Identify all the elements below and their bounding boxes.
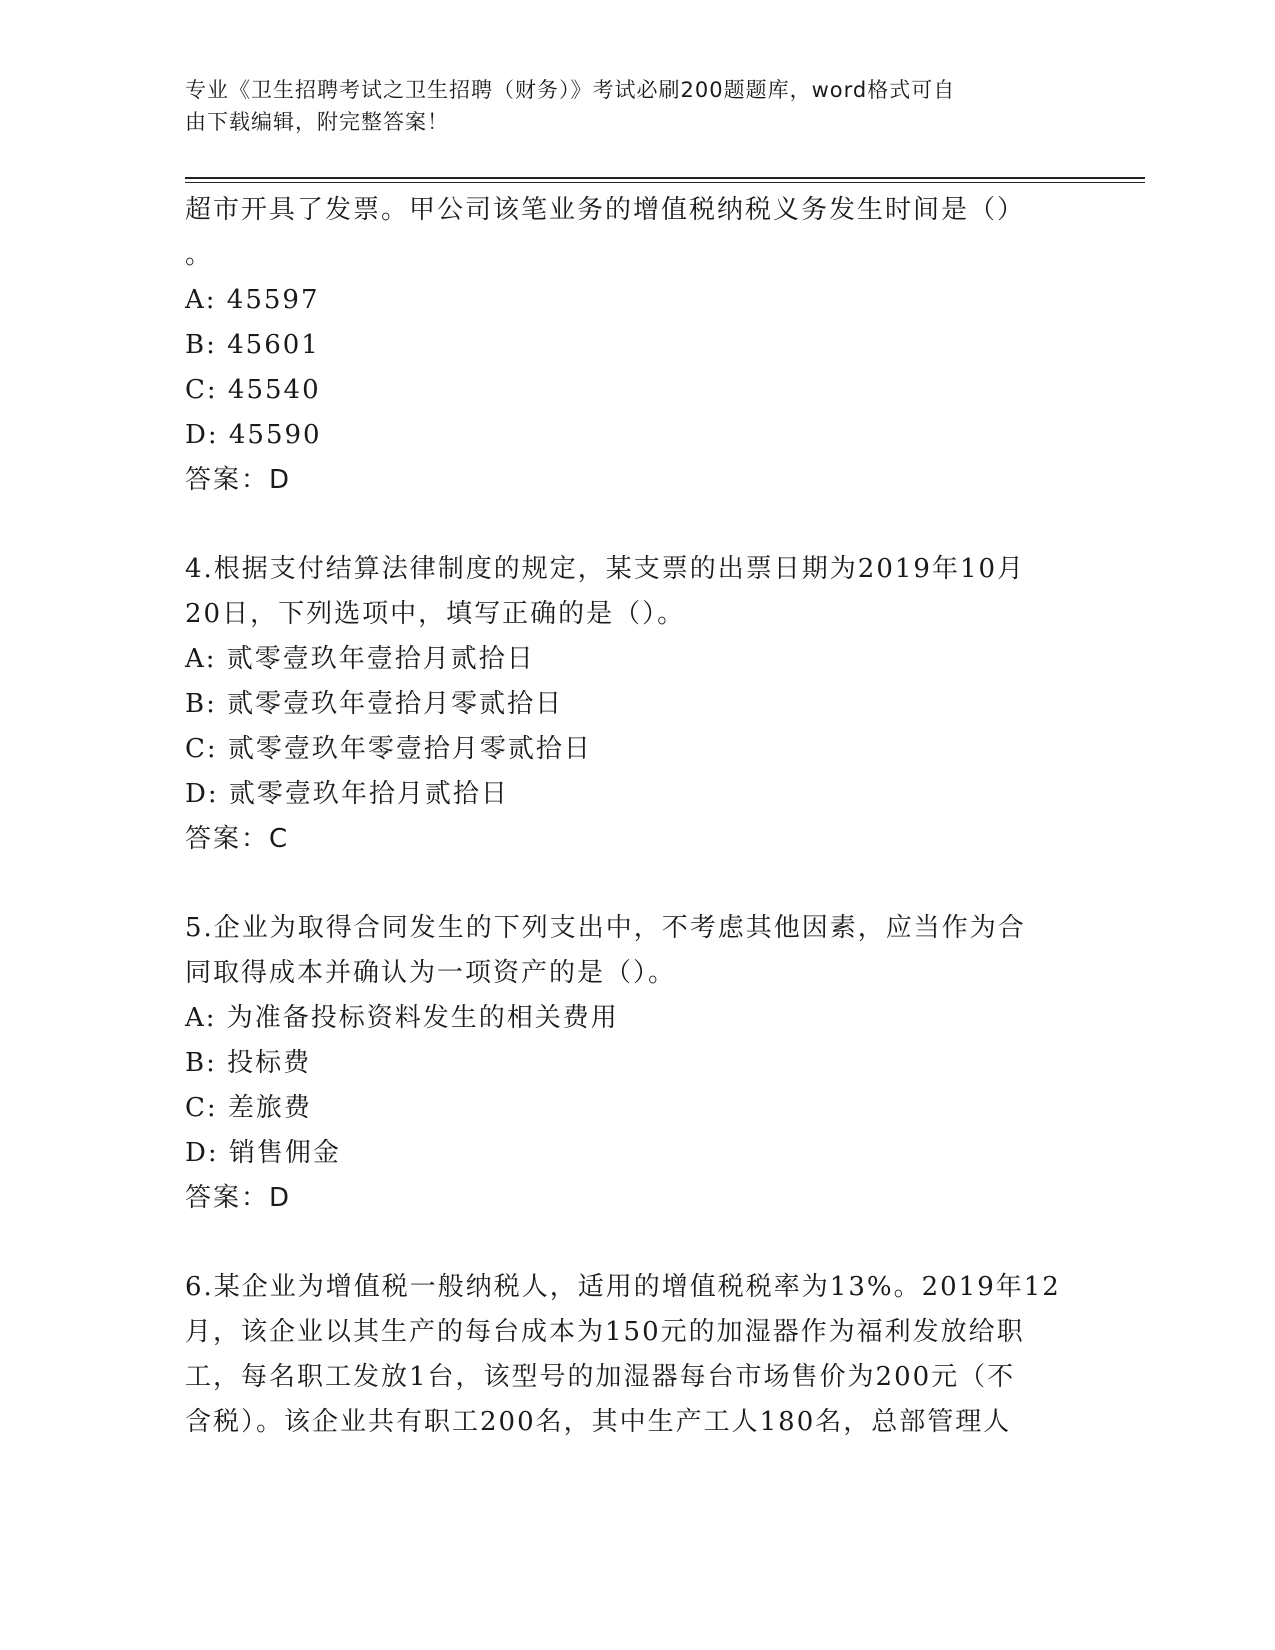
header-divider-thin <box>185 182 1145 183</box>
question-5 <box>185 906 1065 1221</box>
answer-line: 答案：C <box>185 824 290 854</box>
question-text: 4.根据支付结算法律制度的规定，某支票的出票日期为2019年10月 <box>185 554 1026 584</box>
option-c: C: 45540 <box>185 375 321 405</box>
question-text: 超市开具了发票。甲公司该笔业务的增值税纳税义务发生时间是（） <box>185 195 1026 225</box>
header-line-1: 专业《卫生招聘考试之卫生招聘（财务）》考试必刷200题题库，word格式可自 <box>185 78 956 102</box>
question-text: 含税）。该企业共有职工200名，其中生产工人180名，总部管理人 <box>185 1407 1012 1437</box>
option-b: B: 投标费 <box>185 1048 312 1078</box>
question-text: 工，每名职工发放1台，该型号的加湿器每台市场售价为200元（不 <box>185 1362 1016 1392</box>
option-b: B: 贰零壹玖年壹拾月零贰拾日 <box>185 689 564 719</box>
option-d: D: 贰零壹玖年拾月贰拾日 <box>185 779 509 809</box>
question-content <box>185 188 1065 1445</box>
option-a: A: 贰零壹玖年壹拾月贰拾日 <box>185 644 535 674</box>
header-divider-thick <box>185 177 1145 179</box>
question-text: 。 <box>185 240 214 270</box>
question-3 <box>185 188 1065 503</box>
option-b: B: 45601 <box>185 330 320 360</box>
question-text: 20日，下列选项中，填写正确的是（）。 <box>185 599 686 629</box>
question-6 <box>185 1265 1065 1445</box>
option-a: A: 45597 <box>185 285 320 315</box>
document-header <box>185 74 1065 138</box>
answer-line: 答案：D <box>185 465 292 495</box>
answer-line: 答案：D <box>185 1183 292 1213</box>
question-text: 同取得成本并确认为一项资产的是（）。 <box>185 958 677 988</box>
question-4 <box>185 547 1065 862</box>
question-text: 6.某企业为增值税一般纳税人，适用的增值税税率为13%。2019年12 <box>185 1272 1061 1302</box>
header-line-2: 由下载编辑，附完整答案！ <box>185 110 449 134</box>
option-d: D: 销售佣金 <box>185 1138 341 1168</box>
option-c: C: 差旅费 <box>185 1093 312 1123</box>
question-text: 5.企业为取得合同发生的下列支出中，不考虑其他因素，应当作为合 <box>185 913 1026 943</box>
option-c: C: 贰零壹玖年零壹拾月零贰拾日 <box>185 734 592 764</box>
question-text: 月，该企业以其生产的每台成本为150元的加湿器作为福利发放给职 <box>185 1317 1025 1347</box>
option-a: A: 为准备投标资料发生的相关费用 <box>185 1003 619 1033</box>
option-d: D: 45590 <box>185 420 322 450</box>
